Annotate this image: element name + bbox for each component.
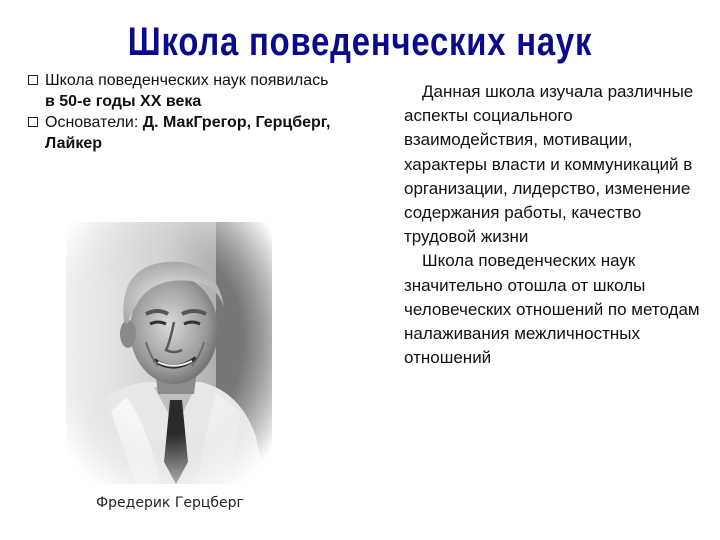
bullet-text [45,70,328,112]
bullet-text-bold: в 50-е годы XX века [45,93,202,110]
photo-caption: Фредерик Герцберг [96,495,244,511]
slide-title: Школа поведенческих наук [127,20,593,64]
bullet-text-bold: Д. МакГрегор, Герцберг, Лайкер [45,114,331,152]
bullet-text-plain: Школа поведенческих наук появилась [45,72,329,89]
bullet-text [45,112,388,154]
bullet-item [28,70,388,112]
portrait-image [66,222,272,484]
portrait-photo [66,222,272,484]
bullet-text-plain: Основатели: [45,114,143,131]
checkbox-bullet-icon [28,117,38,127]
bullet-item [28,112,388,154]
bullet-list [28,70,388,154]
body-paragraph-1: Данная школа изучала различные аспекты социального взаимодействия, мотивации, характеры власти и коммуникаций в организации, лидерство, изменение содержания работы, качество трудовой жизни [404,82,694,247]
body-text [404,80,704,370]
body-paragraph-2: Школа поведенческих наук значительно отошла от школы человеческих отношений по методам налаживания межличностных отношений [404,251,700,368]
checkbox-bullet-icon [28,75,38,85]
